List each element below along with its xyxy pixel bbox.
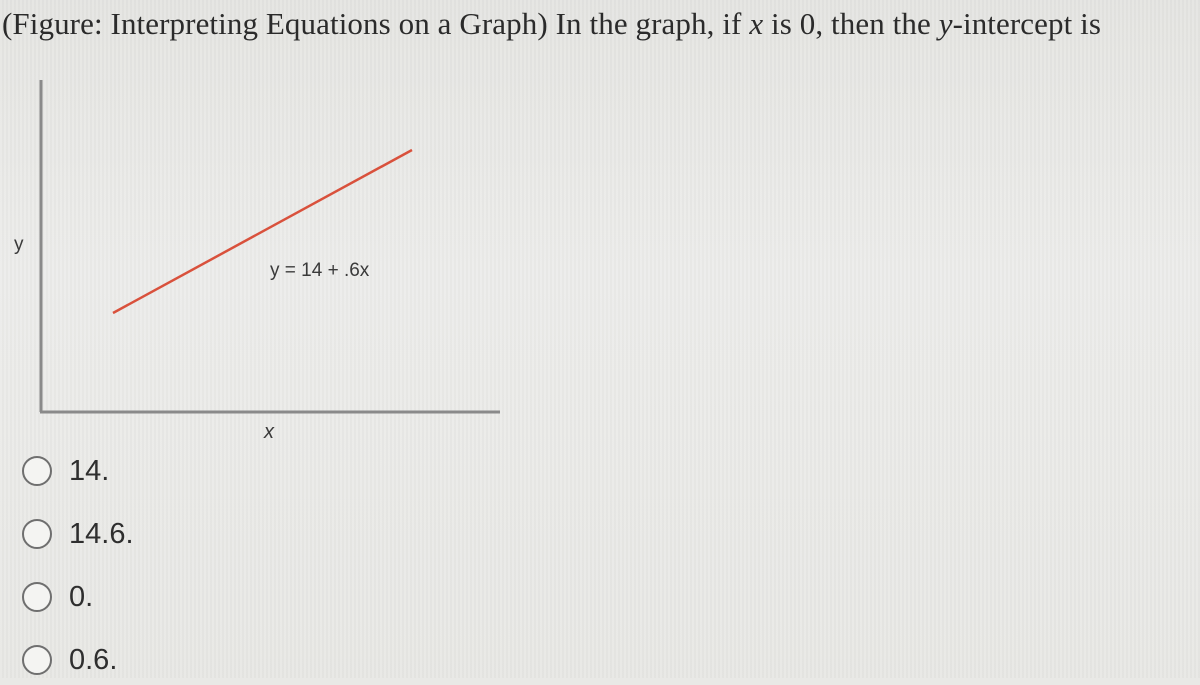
equation-line [113,150,412,313]
option-label-2: 14.6. [69,517,134,550]
radio-button-4[interactable] [22,645,52,675]
option-label-4: 0.6. [69,643,118,676]
y-axis-label: y [14,234,24,255]
radio-button-2[interactable] [22,519,52,549]
equation-label: y = 14 + .6x [270,260,370,281]
question-suffix: -intercept is [952,6,1102,41]
option-2[interactable] [22,509,134,559]
option-label-3: 0. [69,580,94,613]
question-prefix: (Figure: Interpreting Equations on a Graph) In the graph, if [2,6,750,41]
question-middle: is 0, then the [763,6,939,41]
option-3[interactable] [22,572,93,622]
equation-graph [0,0,520,450]
question-var-x: x [749,6,764,41]
radio-button-1[interactable] [22,456,52,486]
question-var-y: y [938,6,953,41]
option-label-1: 14. [69,454,110,487]
option-1[interactable] [22,446,109,496]
radio-button-3[interactable] [22,582,52,612]
x-axis-label: x [264,421,274,443]
